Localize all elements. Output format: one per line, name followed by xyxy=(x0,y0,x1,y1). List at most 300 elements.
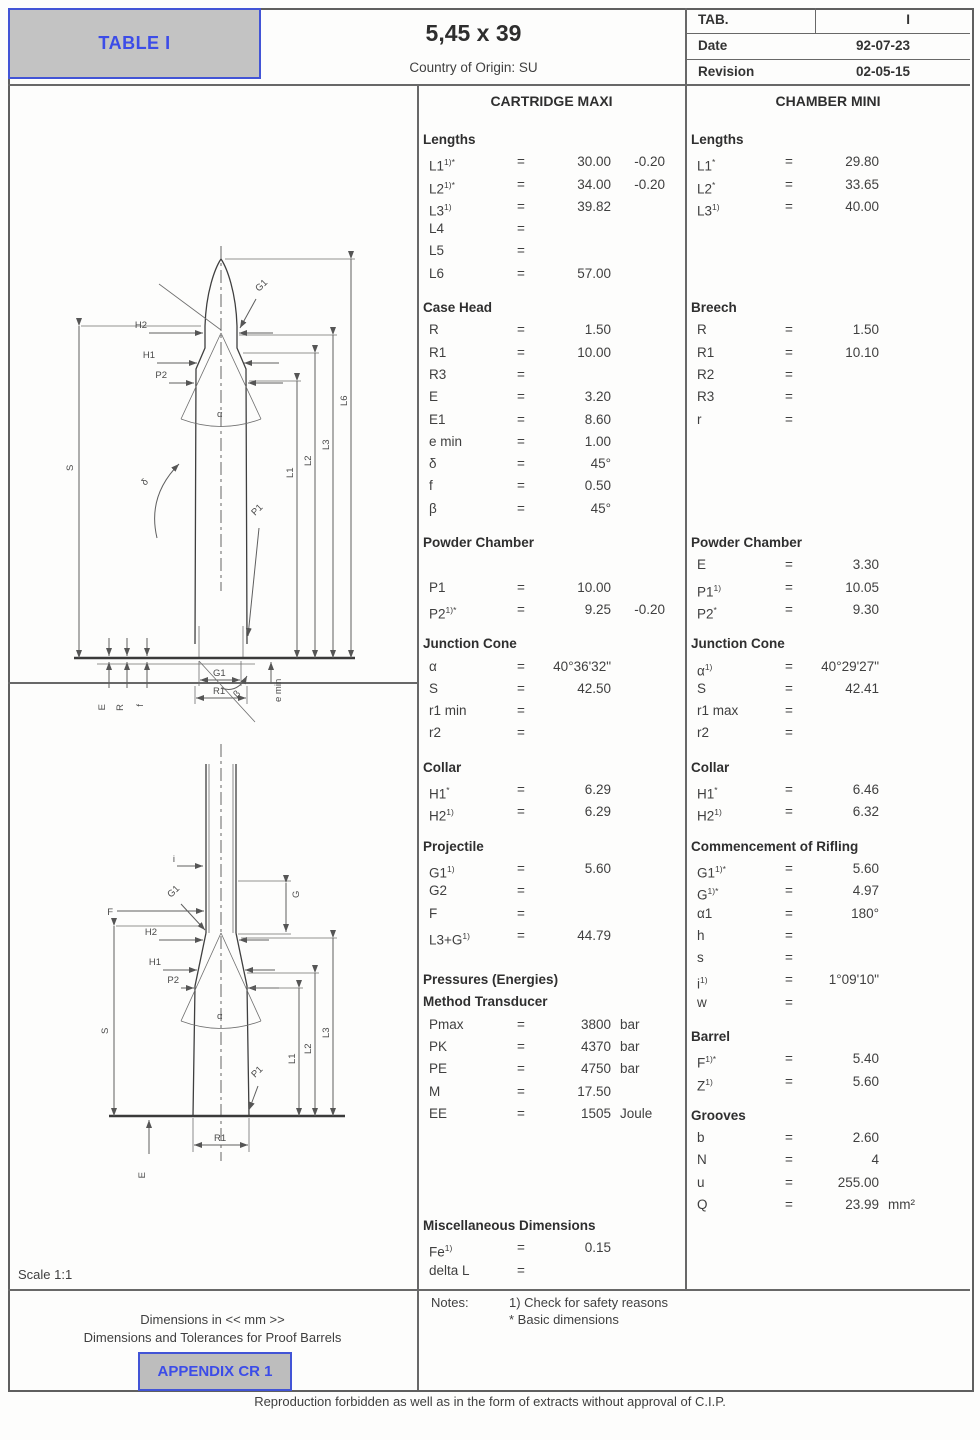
spec-section xyxy=(418,633,685,744)
param-label: $L2^{1)*}$ xyxy=(429,179,455,197)
param-value: 33.65 xyxy=(845,176,879,192)
equals-sign: = xyxy=(517,804,525,820)
scale-label: Scale 1:1 xyxy=(18,1267,73,1282)
param-label: $G^{1)*}$ xyxy=(697,886,719,903)
equals-sign: = xyxy=(517,680,525,696)
table-i-button[interactable]: TABLE I xyxy=(8,8,261,79)
p1-leader-line xyxy=(249,1086,258,1110)
spec-row xyxy=(686,1071,970,1093)
note-basic-dimensions: * Basic dimensions xyxy=(509,1312,619,1327)
param-extra xyxy=(879,678,970,700)
param-value: 6.32 xyxy=(852,804,879,820)
param-label: $Z^{1)}$ xyxy=(697,1076,713,1094)
spec-row xyxy=(686,174,970,196)
param-value xyxy=(533,903,611,925)
param-extra xyxy=(879,240,970,262)
equals-sign: = xyxy=(785,994,793,1010)
spec-row xyxy=(418,554,685,576)
equals-sign xyxy=(777,498,801,520)
param-value: 4750 xyxy=(580,1061,611,1077)
param-value: 0.15 xyxy=(584,1240,611,1256)
meta-value-tab: I xyxy=(906,12,910,27)
g-label: G xyxy=(291,890,302,898)
param-label xyxy=(686,498,777,520)
section-heading: Powder Chamber xyxy=(423,535,535,551)
equals-sign: = xyxy=(785,557,793,573)
l1-label: L1 xyxy=(285,467,296,478)
f-label: f xyxy=(135,704,146,707)
param-extra xyxy=(611,656,685,678)
param-label: H1* xyxy=(697,785,718,802)
chamber-diagram xyxy=(9,686,416,1284)
chamber-outline-right xyxy=(236,933,249,1116)
param-label: b xyxy=(697,1130,705,1146)
spec-row xyxy=(418,319,685,341)
equals-sign: = xyxy=(517,1016,525,1032)
section-heading: Lengths xyxy=(691,132,744,147)
param-extra xyxy=(879,409,970,431)
param-value: 10.10 xyxy=(845,344,879,360)
equals-sign: = xyxy=(517,322,525,338)
spec-section xyxy=(686,297,970,520)
section-heading: Collar xyxy=(423,759,462,775)
equals-sign: = xyxy=(785,1130,793,1146)
equals-sign: = xyxy=(785,1197,793,1213)
param-extra xyxy=(879,880,970,902)
spec-row xyxy=(686,678,970,700)
param-label: G1$^{1)}$ xyxy=(429,863,455,881)
note-safety: 1) Check for safety reasons xyxy=(509,1295,668,1310)
spec-row xyxy=(686,903,970,925)
spec-row xyxy=(686,263,970,285)
spec-row xyxy=(686,240,970,262)
spec-section xyxy=(686,633,970,744)
spec-row xyxy=(418,1237,685,1259)
alpha-label: α xyxy=(217,409,223,420)
equals-sign: = xyxy=(785,1174,793,1190)
param-label: L3$^{1)}$ xyxy=(429,201,452,219)
section-heading: Barrel xyxy=(691,1028,731,1044)
equals-sign xyxy=(509,554,533,576)
g1-leader-label: G1 xyxy=(253,277,271,295)
equals-sign: = xyxy=(785,905,793,921)
param-value xyxy=(533,240,611,262)
equals-sign: = xyxy=(517,725,525,741)
param-value: 4.97 xyxy=(852,883,879,899)
param-extra xyxy=(879,1172,970,1194)
country-of-origin: Country of Origin: SU xyxy=(409,60,538,75)
param-value: 1.00 xyxy=(584,433,611,449)
param-label: H2$^{1)}$ xyxy=(697,807,722,824)
param-label: PE xyxy=(429,1061,448,1077)
chamber-column-title: CHAMBER MINI xyxy=(775,93,881,109)
h2-label: H2 xyxy=(144,927,157,938)
spec-row xyxy=(686,947,970,969)
spec-row xyxy=(686,453,970,475)
param-extra xyxy=(611,1260,685,1282)
spec-row xyxy=(686,700,970,722)
equals-sign: = xyxy=(517,366,525,382)
param-extra xyxy=(879,599,970,621)
param-value: 1.50 xyxy=(852,322,879,338)
l3-label: L3 xyxy=(321,1027,332,1038)
param-tolerance: -0.20 xyxy=(634,176,665,192)
spec-row xyxy=(418,858,685,880)
param-extra xyxy=(611,319,685,341)
spec-row xyxy=(686,554,970,576)
param-extra xyxy=(611,801,685,823)
meta-value-date: 92-07-23 xyxy=(855,38,910,53)
param-extra xyxy=(611,678,685,700)
param-value: 29.80 xyxy=(845,154,879,170)
param-label: E1 xyxy=(429,411,446,427)
delta-label: δ xyxy=(139,476,151,489)
param-label: α xyxy=(429,658,437,674)
emin-label: e min xyxy=(273,678,284,702)
param-extra xyxy=(611,431,685,453)
spec-row xyxy=(418,218,685,240)
spec-row xyxy=(686,431,970,453)
param-label: P1 xyxy=(429,579,446,595)
ogive-tangent-line xyxy=(159,284,221,330)
param-extra xyxy=(879,498,970,520)
meta-label-date: Date xyxy=(698,38,728,53)
param-extra xyxy=(879,1071,970,1093)
param-value: 3.20 xyxy=(584,389,611,405)
param-value xyxy=(533,218,611,240)
diagram-split-rule xyxy=(8,682,418,684)
param-extra xyxy=(879,554,970,576)
spec-row xyxy=(418,475,685,497)
param-value: 42.50 xyxy=(577,680,611,696)
param-extra xyxy=(879,196,970,218)
equals-sign: = xyxy=(785,883,793,899)
spec-row xyxy=(686,779,970,801)
param-extra xyxy=(879,319,970,341)
spec-section xyxy=(418,1215,685,1282)
param-value: 5.40 xyxy=(852,1051,879,1067)
spec-section xyxy=(418,757,685,824)
spec-row xyxy=(686,1194,970,1216)
param-label: P2* xyxy=(697,604,717,622)
param-value: 8.60 xyxy=(584,411,611,427)
param-value: 10.00 xyxy=(577,344,611,360)
param-label: L6 xyxy=(429,265,445,281)
param-label: R2 xyxy=(697,366,715,382)
param-label: $i^{1)}$ xyxy=(697,975,708,992)
equals-sign: = xyxy=(785,366,793,382)
param-extra xyxy=(611,903,685,925)
param-label: H2$^{1)}$ xyxy=(429,807,454,824)
equals-sign: = xyxy=(517,782,525,798)
spec-section xyxy=(418,129,685,285)
param-extra xyxy=(611,263,685,285)
param-label: R xyxy=(697,322,707,338)
param-value: 42.41 xyxy=(845,680,879,696)
spec-row xyxy=(418,880,685,902)
param-extra xyxy=(611,925,685,947)
param-label: S xyxy=(429,680,439,696)
param-label: M xyxy=(429,1083,441,1099)
param-label: u xyxy=(697,1174,705,1190)
section-heading: Collar xyxy=(691,759,730,775)
param-tolerance: -0.20 xyxy=(634,154,665,170)
cartridge-column-body xyxy=(418,129,685,1282)
param-extra xyxy=(879,722,970,744)
equals-sign xyxy=(777,218,801,240)
param-unit: bar xyxy=(620,1038,640,1054)
s-label: S xyxy=(100,1027,111,1034)
param-label: E xyxy=(429,389,439,405)
spec-row xyxy=(418,1036,685,1058)
param-extra xyxy=(879,364,970,386)
param-value xyxy=(533,880,611,902)
param-label: S xyxy=(697,680,707,696)
param-value: 30.00 xyxy=(577,154,611,170)
h1-label: H1 xyxy=(148,957,161,968)
param-extra xyxy=(611,779,685,801)
param-value: 17.50 xyxy=(577,1083,611,1099)
equals-sign: = xyxy=(517,411,525,427)
meta-label-tab: TAB. xyxy=(698,12,729,27)
equals-sign: = xyxy=(517,265,525,281)
cartridge-maxi-column xyxy=(418,85,685,1282)
f-label: F xyxy=(107,907,113,918)
spec-row xyxy=(418,656,685,678)
param-value: 5.60 xyxy=(584,860,611,876)
param-extra xyxy=(879,903,970,925)
param-label: L3$^{1)}$ xyxy=(697,201,720,219)
equals-sign xyxy=(777,263,801,285)
param-label: $F^{1)*}$ xyxy=(697,1054,717,1071)
param-extra xyxy=(611,218,685,240)
param-value xyxy=(801,431,879,453)
param-value xyxy=(801,364,879,386)
spec-row xyxy=(418,577,685,599)
param-extra xyxy=(611,858,685,880)
spec-row xyxy=(418,263,685,285)
spec-row xyxy=(418,1081,685,1103)
cartridge-column-title: CARTRIDGE MAXI xyxy=(490,93,613,109)
equals-sign: = xyxy=(785,658,793,674)
spec-row xyxy=(686,1048,970,1070)
param-label: PK xyxy=(429,1038,448,1054)
equals-sign: = xyxy=(517,601,525,617)
spec-section xyxy=(686,757,970,824)
spec-row xyxy=(686,656,970,678)
equals-sign: = xyxy=(517,1105,525,1121)
spec-row xyxy=(686,196,970,218)
param-label: s xyxy=(697,950,704,966)
spec-row xyxy=(418,1103,685,1125)
param-extra xyxy=(879,1127,970,1149)
param-extra xyxy=(879,969,970,991)
spec-row xyxy=(686,1172,970,1194)
beta-label: β xyxy=(231,688,243,701)
param-extra xyxy=(611,1081,685,1103)
param-extra xyxy=(879,1149,970,1171)
spec-row xyxy=(686,992,970,1014)
param-value: 3.30 xyxy=(852,557,879,573)
spec-section xyxy=(418,969,685,1125)
param-value: 9.25 xyxy=(584,601,611,617)
spec-row xyxy=(686,218,970,240)
param-label: E xyxy=(697,557,707,573)
equals-sign: = xyxy=(517,198,525,214)
equals-sign: = xyxy=(785,860,793,876)
meta-row-rule-1 xyxy=(685,33,970,34)
param-unit: bar xyxy=(620,1016,640,1032)
equals-sign xyxy=(777,453,801,475)
spec-row xyxy=(686,386,970,408)
spec-row xyxy=(418,700,685,722)
spec-section xyxy=(686,1105,970,1216)
chamber-outline-left xyxy=(193,933,206,1116)
spec-row xyxy=(686,342,970,364)
param-extra xyxy=(879,386,970,408)
param-value: 5.60 xyxy=(852,860,879,876)
section-heading: Junction Cone xyxy=(423,636,517,652)
spec-section xyxy=(686,129,970,285)
spec-row xyxy=(686,475,970,497)
spec-row xyxy=(418,903,685,925)
equals-sign: = xyxy=(785,154,793,170)
p2-label: P2 xyxy=(167,975,179,986)
equals-sign: = xyxy=(785,389,793,405)
param-value xyxy=(801,263,879,285)
param-label: $\alpha^{1)}$ xyxy=(697,661,713,679)
spec-row xyxy=(686,409,970,431)
param-value xyxy=(801,992,879,1014)
param-extra xyxy=(879,779,970,801)
spec-row xyxy=(686,801,970,823)
param-value: 4370 xyxy=(580,1038,611,1054)
param-label: Q xyxy=(697,1197,708,1213)
meta-row-rule-2 xyxy=(685,59,970,60)
spec-row xyxy=(418,342,685,364)
equals-sign: = xyxy=(517,1240,525,1256)
spec-row xyxy=(686,364,970,386)
param-value: 5.60 xyxy=(852,1073,879,1089)
spec-row xyxy=(418,779,685,801)
equals-sign: = xyxy=(785,725,793,741)
r1-dim-label: R1 xyxy=(213,686,226,697)
cone-ray-right xyxy=(221,333,261,419)
equals-sign: = xyxy=(517,1061,525,1077)
param-value: 10.00 xyxy=(577,579,611,595)
e-label: E xyxy=(137,1172,148,1179)
param-label: G2 xyxy=(429,883,448,899)
equals-sign: = xyxy=(785,804,793,820)
spec-row xyxy=(686,880,970,902)
param-extra xyxy=(879,1048,970,1070)
param-extra xyxy=(611,722,685,744)
param-label: $L3+G^{1)}$ xyxy=(429,930,470,948)
spec-row xyxy=(418,196,685,218)
param-value xyxy=(801,240,879,262)
equals-sign: = xyxy=(517,1083,525,1099)
equals-sign: = xyxy=(517,500,525,516)
param-extra xyxy=(879,151,970,173)
spec-section xyxy=(686,836,970,1014)
param-label: L4 xyxy=(429,221,445,237)
equals-sign: = xyxy=(785,1051,793,1067)
appendix-cr1-button[interactable]: APPENDIX CR 1 xyxy=(138,1352,292,1391)
g1-dim-label: G1 xyxy=(213,668,226,679)
param-value: 255.00 xyxy=(837,1174,879,1190)
param-value xyxy=(801,409,879,431)
param-extra xyxy=(611,498,685,520)
param-extra xyxy=(879,858,970,880)
param-label: r1 max xyxy=(697,703,739,719)
param-extra xyxy=(611,1237,685,1259)
spec-row xyxy=(418,599,685,621)
param-label: N xyxy=(697,1152,707,1168)
param-value xyxy=(801,925,879,947)
param-extra xyxy=(879,656,970,678)
param-value xyxy=(533,1260,611,1282)
param-value: 180° xyxy=(851,905,879,921)
param-extra xyxy=(879,947,970,969)
spec-row xyxy=(686,1149,970,1171)
equals-sign: = xyxy=(785,322,793,338)
param-extra xyxy=(611,453,685,475)
equals-sign: = xyxy=(517,883,525,899)
param-value xyxy=(801,947,879,969)
param-label: R1 xyxy=(697,344,715,360)
param-label xyxy=(418,554,509,576)
spec-row xyxy=(686,925,970,947)
p1-leader-label: P1 xyxy=(249,502,266,519)
cartridge-name-title: 5,45 x 39 xyxy=(425,20,522,46)
equals-sign: = xyxy=(517,221,525,237)
equals-sign: = xyxy=(517,860,525,876)
param-label: R3 xyxy=(429,366,447,382)
cone-ray-right xyxy=(221,933,261,1021)
param-label: h xyxy=(697,927,705,943)
param-label: e min xyxy=(429,433,463,449)
param-value: 44.79 xyxy=(577,927,611,943)
equals-sign: = xyxy=(785,601,793,617)
param-extra xyxy=(879,453,970,475)
equals-sign: = xyxy=(785,680,793,696)
delta-arc xyxy=(155,464,179,538)
equals-sign: = xyxy=(517,243,525,259)
equals-sign: = xyxy=(785,411,793,427)
spec-row xyxy=(686,151,970,173)
r1-dim-label: R1 xyxy=(214,1133,227,1144)
spec-row xyxy=(686,319,970,341)
cartridge-outline-left xyxy=(195,259,221,644)
equals-sign: = xyxy=(517,1262,525,1278)
param-extra xyxy=(879,925,970,947)
param-extra xyxy=(879,801,970,823)
cartridge-outline-right xyxy=(221,259,247,644)
h2-label: H2 xyxy=(134,320,147,331)
param-value: 6.46 xyxy=(852,782,879,798)
spec-row xyxy=(418,498,685,520)
param-value xyxy=(801,386,879,408)
chamber-mini-column xyxy=(686,85,970,1216)
param-label: $L1^{1)*}$ xyxy=(429,157,455,174)
alpha-label: α xyxy=(217,1011,223,1022)
equals-sign: = xyxy=(517,703,525,719)
spec-row xyxy=(418,1014,685,1036)
param-label: delta L xyxy=(429,1262,470,1278)
spec-row xyxy=(686,599,970,621)
spec-row xyxy=(418,453,685,475)
param-label: R xyxy=(429,322,439,338)
